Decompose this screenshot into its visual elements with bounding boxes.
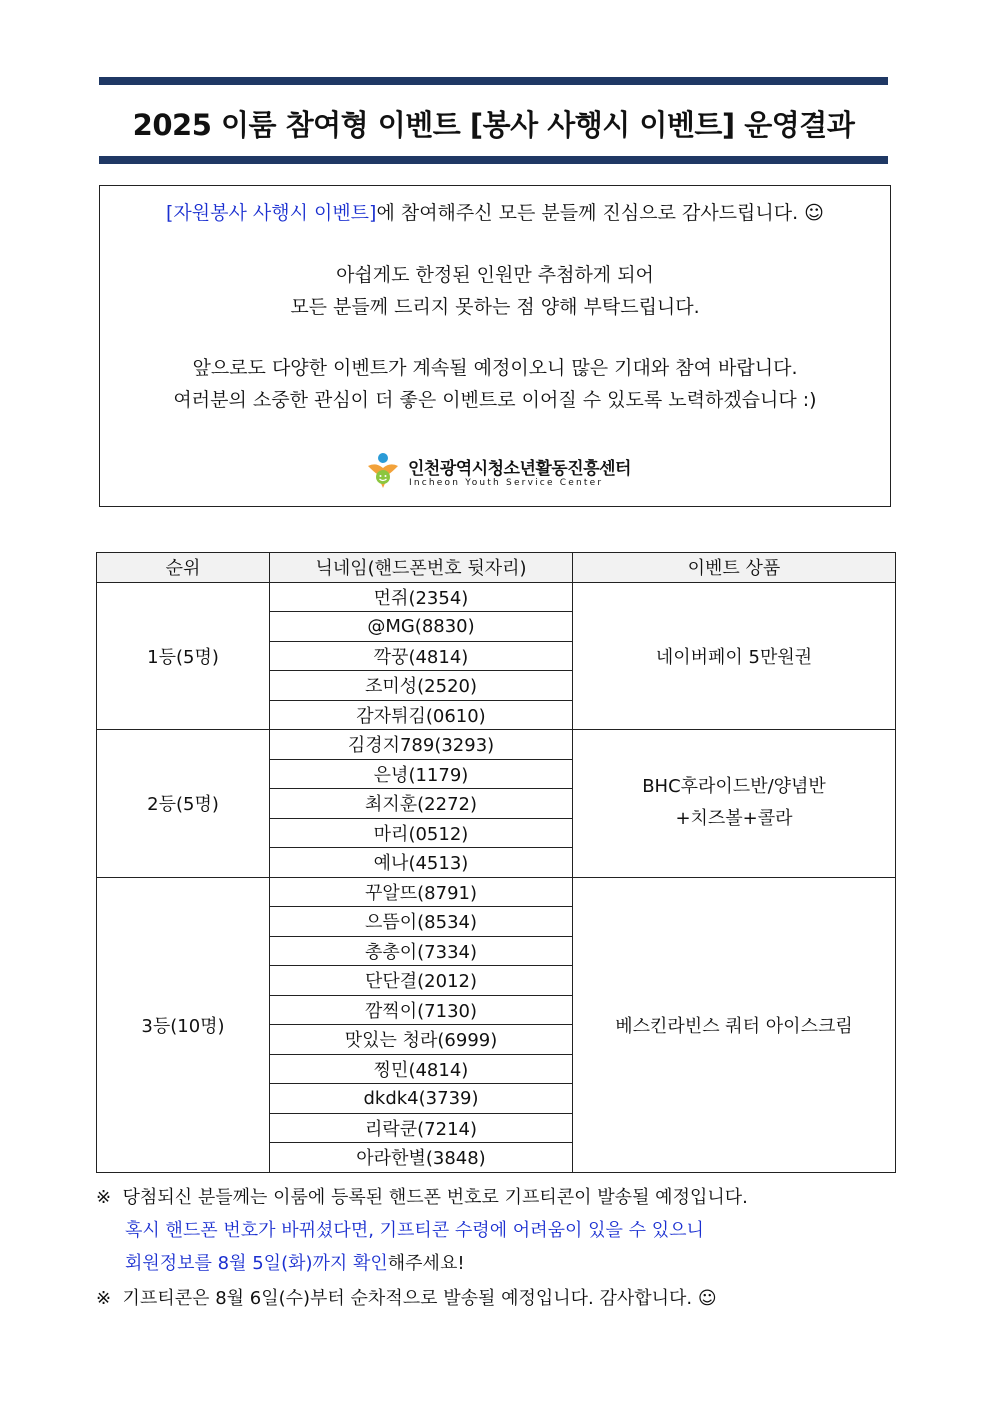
prize-2nd-line-1: BHC후라이드반/양념반 xyxy=(642,776,826,798)
youth-figure-icon xyxy=(362,450,404,492)
update-member-info-notice: 회원정보를 8월 5일(화)까지 확인 xyxy=(125,1253,388,1274)
winner-name: 최지훈(2272) xyxy=(270,789,573,819)
winner-name: 깍꿍(4814) xyxy=(270,641,573,671)
prize-cell-3rd: 베스킨라빈스 쿼터 아이스크림 xyxy=(573,877,896,1172)
winner-name: 김경지789(3293) xyxy=(270,730,573,760)
winners-table xyxy=(96,552,896,1173)
winner-name: 맛있는 청라(6999) xyxy=(270,1025,573,1055)
footnote-1-text: 당첨되신 분들께는 이룸에 등록된 핸드폰 번호로 기프티콘이 발송될 예정입니다. xyxy=(122,1187,748,1208)
winner-name: 총총이(7334) xyxy=(270,936,573,966)
winner-name: 감자튀김(0610) xyxy=(270,700,573,730)
header-rank: 순위 xyxy=(97,553,270,583)
winner-name: 은녕(1179) xyxy=(270,759,573,789)
notice-event-name: [자원봉사 사행시 이벤트] xyxy=(166,202,377,224)
winner-name: @MG(8830) xyxy=(270,612,573,642)
notice-line-1 xyxy=(100,198,890,225)
rank-cell-3rd: 3등(10명) xyxy=(97,877,270,1172)
winner-name: 찡민(4814) xyxy=(270,1054,573,1084)
header-nickname: 닉네임(핸드폰번호 뒷자리) xyxy=(270,553,573,583)
table-header-row xyxy=(97,553,896,583)
logo-name-english: Incheon Youth Service Center xyxy=(409,478,604,488)
header-prize: 이벤트 상품 xyxy=(573,553,896,583)
notice-line-5: 여러분의 소중한 관심이 더 좋은 이벤트로 이어질 수 있도록 노력하겠습니다 :) xyxy=(173,389,817,411)
center-logo xyxy=(362,450,632,492)
notice-line-4: 앞으로도 다양한 이벤트가 계속될 예정이오니 많은 기대와 참여 바랍니다. xyxy=(192,357,798,379)
logo-name-korean: 인천광역시청소년활동진흥센터 xyxy=(408,459,631,479)
rank-cell-2nd: 2등(5명) xyxy=(97,730,270,878)
footnote-2 xyxy=(96,1284,717,1310)
winner-name: 먼쥐(2354) xyxy=(270,582,573,612)
winner-name: 으뜸이(8534) xyxy=(270,907,573,937)
winner-name: 예나(4513) xyxy=(270,848,573,878)
winner-name: 꾸알뜨(8791) xyxy=(270,877,573,907)
footnote-1-contd-b-rest: 해주세요! xyxy=(387,1253,465,1274)
footnote-1-contd-a: 혹시 핸드폰 번호가 바뀌셨다면, 기프티콘 수령에 어려움이 있을 수 있으니 xyxy=(125,1220,704,1241)
rank-cell-1st: 1등(5명) xyxy=(97,582,270,730)
winner-name: 단단결(2012) xyxy=(270,966,573,996)
reference-mark: ※ xyxy=(96,1288,112,1309)
table-row xyxy=(97,582,896,612)
winner-name: 마리(0512) xyxy=(270,818,573,848)
winner-name: dkdk4(3739) xyxy=(270,1084,573,1114)
page-title: 2025 이룸 참여형 이벤트 [봉사 사행시 이벤트] 운영결과 xyxy=(132,107,855,142)
winner-name: 리락쿤(7214) xyxy=(270,1113,573,1143)
title-top-bar xyxy=(99,77,888,85)
prize-2nd-line-2: +치즈볼+콜라 xyxy=(675,808,793,830)
winner-name: 깜찍이(7130) xyxy=(270,995,573,1025)
footnote-1-contd-b xyxy=(125,1249,465,1275)
prize-cell-1st: 네이버페이 5만원권 xyxy=(573,582,896,730)
table-row xyxy=(97,877,896,907)
prize-cell-2nd xyxy=(573,730,896,878)
winner-name: 아라한별(3848) xyxy=(270,1143,573,1173)
notice-line-3: 모든 분들께 드리지 못하는 점 양해 부탁드립니다. xyxy=(290,296,700,318)
winner-name: 조미성(2520) xyxy=(270,671,573,701)
footnote-2-text: 기프티콘은 8월 6일(수)부터 순차적으로 발송될 예정입니다. 감사합니다. ☺ xyxy=(122,1288,717,1309)
footnote-1 xyxy=(96,1183,748,1209)
table-row xyxy=(97,730,896,760)
notice-line-2: 아쉽게도 한정된 인원만 추첨하게 되어 xyxy=(336,264,654,286)
notice-thanks: 에 참여해주신 모든 분들께 진심으로 감사드립니다. ☺ xyxy=(376,202,824,224)
title-bottom-bar xyxy=(99,156,888,164)
reference-mark: ※ xyxy=(96,1187,112,1208)
